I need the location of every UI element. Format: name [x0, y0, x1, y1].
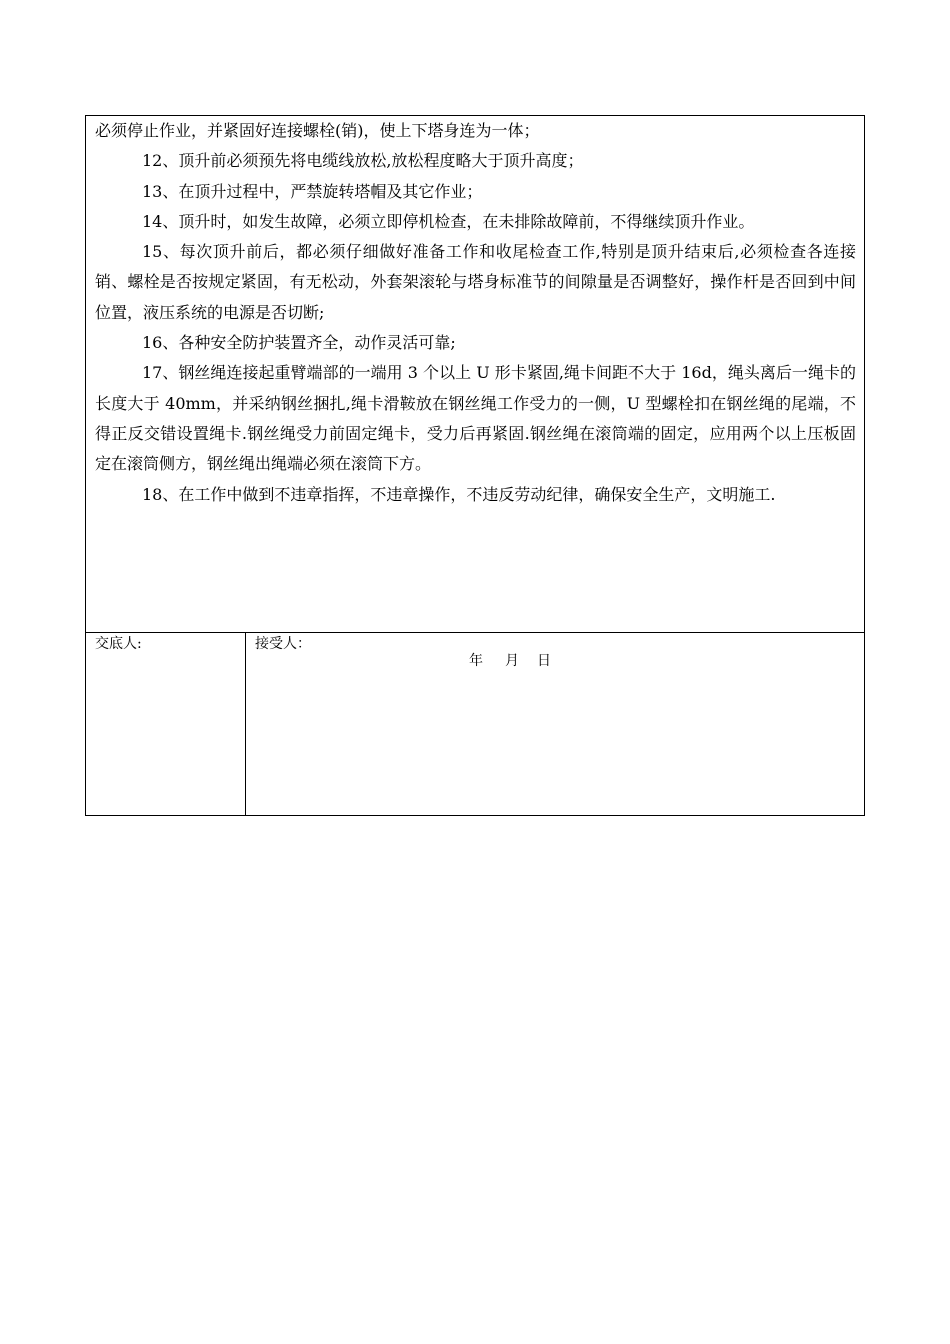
paragraph-item-18: 18、在工作中做到不违章指挥，不违章操作，不违反劳动纪律，确保安全生产，文明施工.: [142, 484, 776, 504]
discloser-label: 交底人:: [95, 636, 142, 652]
receiver-label: 接受人：: [255, 636, 311, 652]
paragraph-item-13: 13、在顶升过程中，严禁旋转塔帽及其它作业；: [142, 181, 483, 201]
table-row-divider: [86, 632, 864, 633]
date-month-label: 月: [505, 653, 519, 669]
content-cell: [86, 116, 864, 633]
paragraph-item-15: 15、每次顶升前后，都必须仔细做好准备工作和收尾检查工作,特别是顶升结束后,必须检查各连接销、螺栓是否按规定紧固，有无松动，外套架滚轮与塔身标准节的间隙量是否调整好，操作杆是否回到中间位置，液压系统的电源是否切断;: [95, 242, 856, 322]
paragraph-item-12: 12、顶升前必须预先将电缆线放松,放松程度略大于顶升高度；: [142, 151, 584, 171]
paragraph-continuation: 必须停止作业，并紧固好连接螺栓(销)，使上下塔身连为一体；: [95, 121, 540, 140]
date-line: [469, 651, 551, 671]
paragraph-item-16: 16、各种安全防护装置齐全，动作灵活可靠;: [142, 333, 456, 353]
safety-briefing-table: [85, 115, 865, 816]
date-day-label: 日: [537, 653, 551, 669]
date-year-label: 年: [469, 653, 483, 669]
paragraph-item-14: 14、顶升时，如发生故障，必须立即停机检查，在未排除故障前，不得继续顶升作业。: [142, 211, 755, 231]
paragraph-item-17: 17、钢丝绳连接起重臂端部的一端用 3 个以上 U 形卡紧固,绳卡间距不大于 16d，绳头离后一绳卡的长度大于 40mm，并采纳钢丝捆扎,绳卡滑鞍放在钢丝绳工作受力的一侧，U 型螺栓扣在钢丝绳的尾端，不得正反交错设置绳卡.钢丝绳受力前固定绳卡，受力后再紧固.钢丝绳在滚筒端的固定，应用两个以上压板固定在滚筒侧方，钢丝绳出绳端必须在滚筒下方。: [95, 363, 856, 474]
table-column-divider: [245, 632, 246, 816]
